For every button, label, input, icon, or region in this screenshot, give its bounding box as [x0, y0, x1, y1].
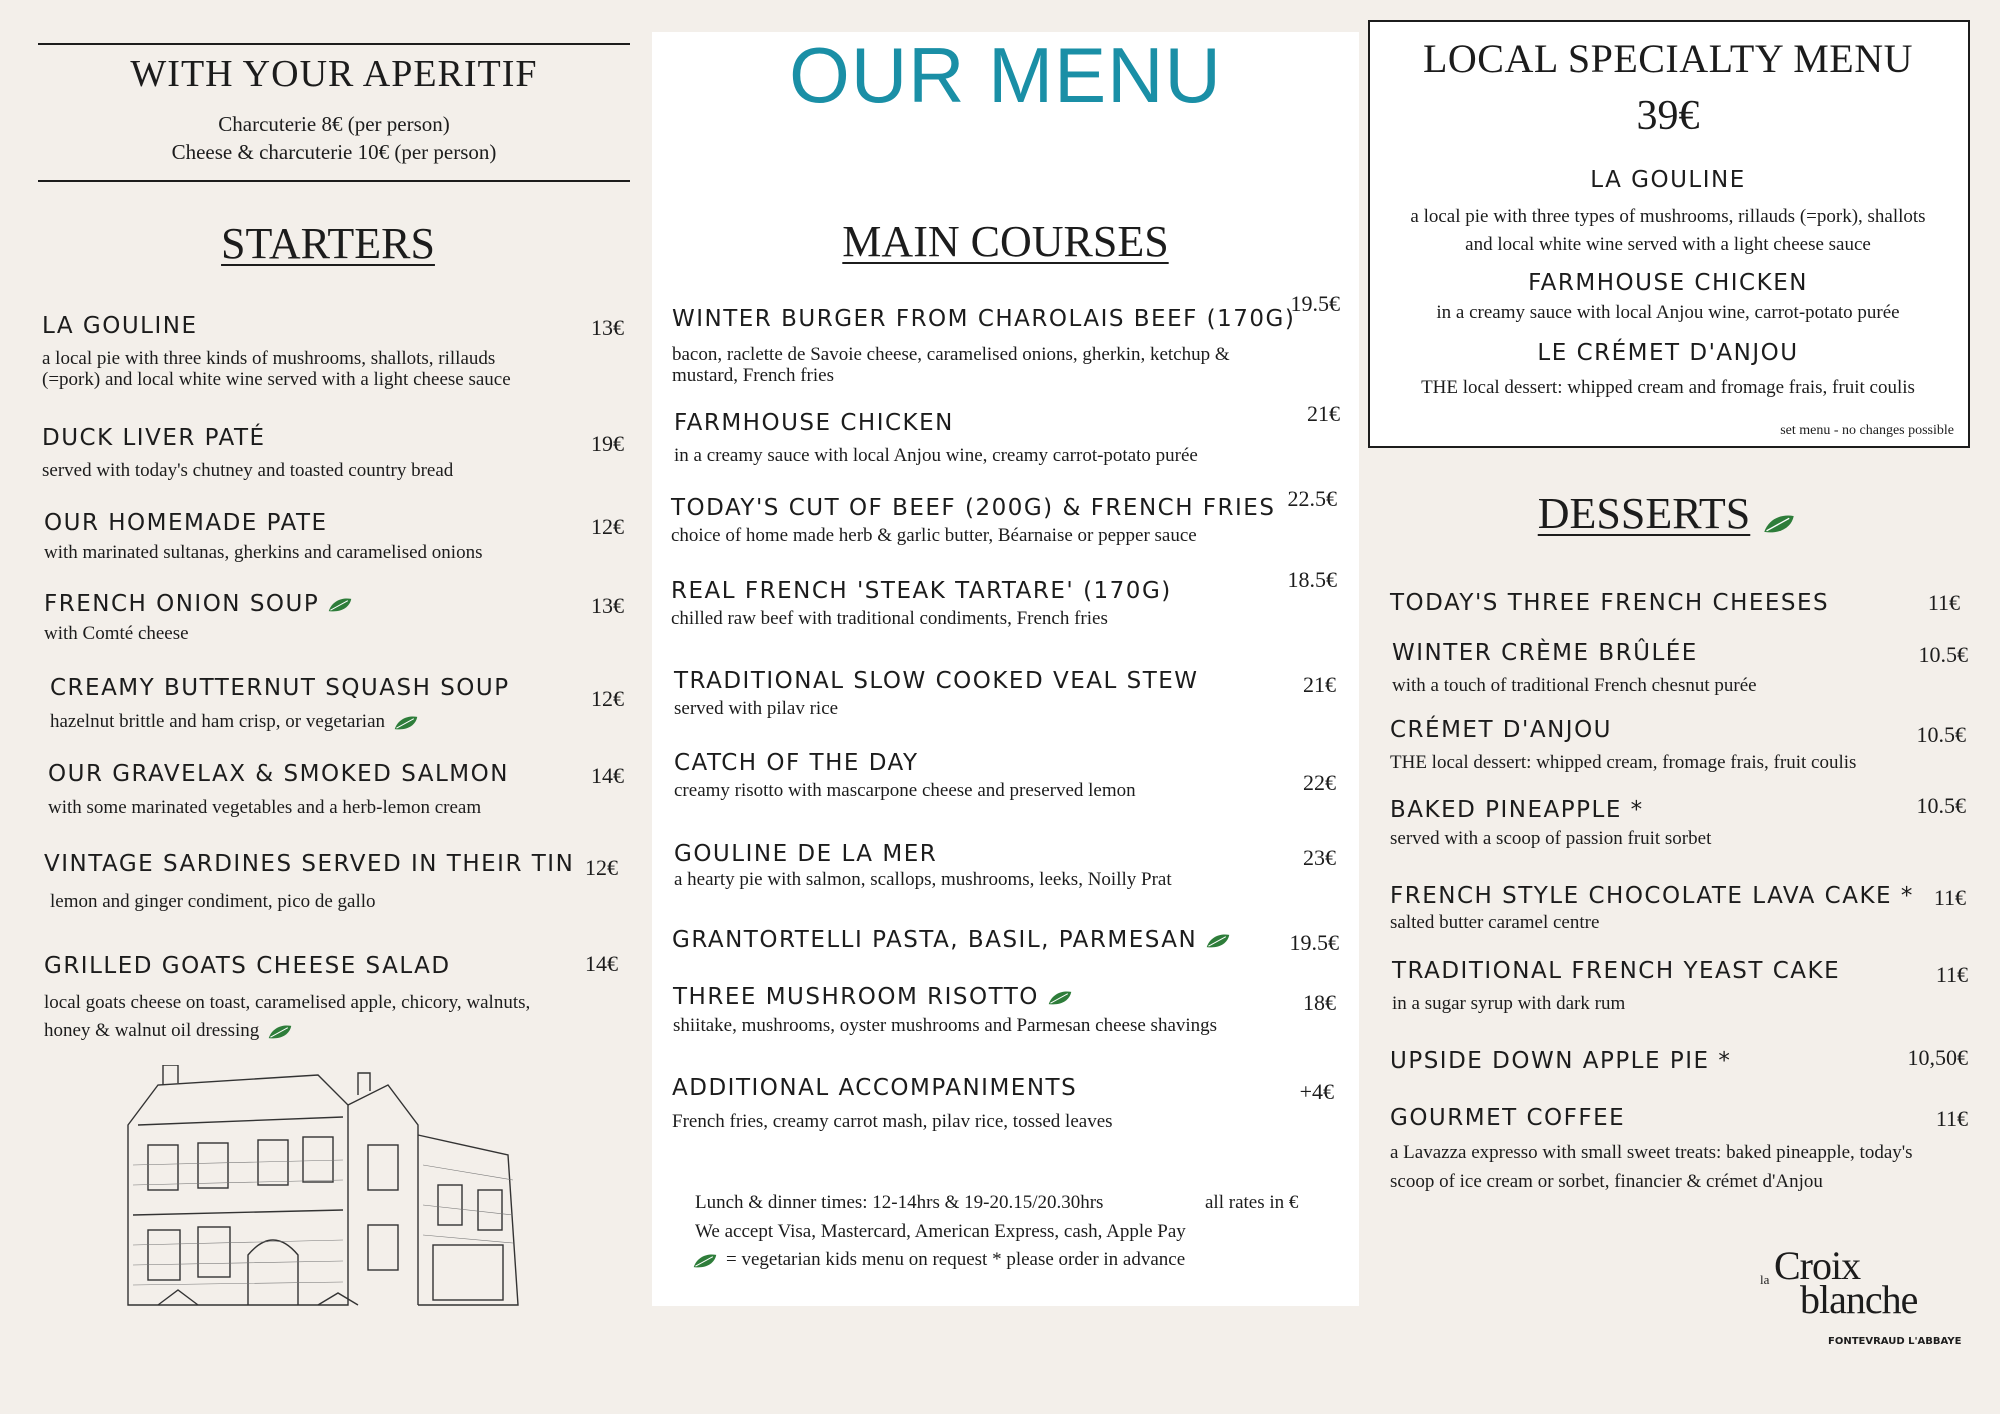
main-item	[672, 306, 1296, 386]
item-name: BAKED PINEAPPLE *	[1390, 797, 1644, 823]
main-item	[674, 841, 1284, 890]
item-desc: French fries, creamy carrot mash, pilav rice, tossed leaves	[672, 1111, 1113, 1132]
item-name-text: GRANTORTELLI PASTA, BASIL, PARMESAN	[672, 927, 1198, 953]
legend-line	[692, 1249, 1185, 1271]
specialty-price: 39€	[1636, 93, 1700, 139]
item-name	[673, 984, 1293, 1010]
item-price: 12€	[591, 686, 624, 711]
item-desc: shiitake, mushrooms, oyster mushrooms and Parmesan cheese shavings	[673, 1015, 1218, 1036]
item-desc	[44, 989, 564, 1045]
aperitif-line: Cheese & charcuterie 10€ (per person)	[171, 140, 497, 164]
dessert-item	[1390, 883, 1914, 933]
item-desc: THE local dessert: whipped cream, fromage frais, fruit coulis	[1390, 752, 1857, 773]
item-price: 18.5€	[1287, 567, 1337, 592]
starter-item	[44, 851, 604, 912]
payment-methods: We accept Visa, Mastercard, American Express, cash, Apple Pay	[695, 1221, 1186, 1242]
item-price: 23€	[1303, 845, 1336, 870]
legend-text: = vegetarian kids menu on request * please order in advance	[726, 1249, 1186, 1270]
leaf-icon	[267, 1024, 293, 1040]
dessert-item	[1390, 1105, 1950, 1196]
leaf-icon	[1205, 933, 1231, 949]
starter-item	[44, 510, 604, 563]
item-name: TRADITIONAL SLOW COOKED VEAL STEW	[674, 668, 1199, 694]
item-price: 11€	[1935, 1106, 1968, 1131]
item-name: TODAY'S THREE FRENCH CHEESES	[1390, 590, 1830, 616]
item-desc: salted butter caramel centre	[1390, 912, 1600, 933]
item-name: WINTER BURGER FROM CHAROLAIS BEEF (170G)	[672, 306, 1296, 332]
item-name	[672, 927, 1282, 953]
item-desc: chilled raw beef with traditional condiments, French fries	[671, 608, 1108, 629]
logo-small: la	[1760, 1272, 1770, 1287]
main-item	[671, 495, 1291, 546]
specialty-title: LOCAL SPECIALTY MENU	[1422, 36, 1914, 81]
item-desc: a hearty pie with salmon, scallops, mushrooms, leeks, Noilly Prat	[674, 869, 1172, 890]
main-item	[674, 750, 1284, 801]
item-desc-text: local goats cheese on toast, caramelised apple, chicory, walnuts, honey & walnut oil dressing	[44, 992, 531, 1041]
main-item	[672, 1075, 1282, 1132]
item-price: 22€	[1303, 770, 1336, 795]
main-item	[674, 410, 1284, 466]
main-item	[674, 668, 1284, 719]
item-name: TODAY'S CUT OF BEEF (200G) & FRENCH FRIES	[671, 495, 1276, 521]
item-name: LA GOULINE	[42, 313, 198, 339]
item-price: 11€	[1933, 885, 1966, 910]
item-name: WINTER CRÈME BRÛLÉE	[1392, 640, 1698, 666]
item-price: 19€	[591, 431, 624, 456]
starter-item	[48, 761, 608, 818]
main-item	[673, 984, 1293, 1036]
leaf-icon	[1047, 990, 1073, 1006]
logo-place: FONTEVRAUD L'ABBAYE	[1828, 1336, 1962, 1347]
item-name: CRÉMET D'ANJOU	[1390, 717, 1613, 743]
opening-times: Lunch & dinner times: 12-14hrs & 19-20.15/20.30hrs	[695, 1192, 1104, 1213]
logo-line2: blanche	[1800, 1277, 1918, 1322]
item-desc: in a creamy sauce with local Anjou wine, creamy carrot-potato purée	[674, 445, 1198, 466]
item-price: 13€	[591, 593, 624, 618]
item-price: 21€	[1303, 672, 1336, 697]
item-name: DUCK LIVER PATÉ	[42, 425, 266, 451]
item-desc: with Comté cheese	[44, 623, 189, 644]
item-name: OUR GRAVELAX & SMOKED SALMON	[48, 761, 509, 787]
dessert-item	[1390, 717, 1870, 773]
building-sketch	[118, 1065, 524, 1315]
starters-title: STARTERS	[221, 219, 435, 268]
item-desc-text: hazelnut brittle and ham crisp, or vegetarian	[50, 711, 386, 732]
leaf-icon	[327, 597, 353, 613]
dessert-item	[1390, 797, 1870, 849]
item-price: 18€	[1303, 990, 1336, 1015]
rates-note: all rates in €	[1205, 1192, 1299, 1213]
item-price: 10.5€	[1916, 793, 1966, 818]
item-name: CREAMY BUTTERNUT SQUASH SOUP	[50, 675, 510, 701]
item-price: +4€	[1299, 1079, 1334, 1104]
item-name: ADDITIONAL ACCOMPANIMENTS	[672, 1075, 1078, 1101]
leaf-icon	[692, 1253, 718, 1269]
item-desc: a local pie with three kinds of mushrooms, shallots, rillauds (=pork) and local white wine served with a light cheese sauce	[42, 348, 511, 390]
item-name: GOURMET COFFEE	[1390, 1105, 1626, 1131]
dessert-item	[1390, 590, 1860, 616]
item-name: TRADITIONAL FRENCH YEAST CAKE	[1392, 958, 1841, 984]
item-name: GOULINE DE LA MER	[674, 841, 938, 867]
item-price: 21€	[1307, 401, 1340, 426]
item-price: 13€	[591, 315, 624, 340]
item-price: 14€	[591, 763, 624, 788]
starter-item	[42, 313, 542, 390]
item-name	[44, 591, 604, 617]
item-desc: with marinated sultanas, gherkins and caramelised onions	[44, 542, 483, 563]
item-name: CATCH OF THE DAY	[674, 750, 919, 776]
item-name: REAL FRENCH 'STEAK TARTARE' (170G)	[671, 578, 1172, 604]
item-price: 14€	[585, 951, 618, 976]
specialty-item-name: LA GOULINE	[1590, 167, 1746, 193]
restaurant-logo	[1760, 1243, 1962, 1358]
starter-item	[44, 953, 564, 1045]
logo-line1: Croix	[1774, 1243, 1861, 1288]
item-price: 12€	[585, 855, 618, 880]
item-price: 10.5€	[1918, 642, 1968, 667]
desserts-title: DESSERTS	[1537, 489, 1751, 538]
item-price: 22.5€	[1287, 486, 1337, 511]
item-desc: bacon, raclette de Savoie cheese, caramelised onions, gherkin, ketchup & mustard, French fries	[672, 344, 1230, 386]
leaf-icon	[393, 715, 419, 731]
specialty-item-desc: a local pie with three types of mushrooms, rillauds (=pork), shallots and local white wine served with a light cheese sauce	[1410, 206, 1926, 255]
specialty-item-desc: THE local dessert: whipped cream and fromage frais, fruit coulis	[1421, 377, 1915, 398]
starter-item	[42, 425, 602, 481]
specialty-item-name: LE CRÉMET D'ANJOU	[1537, 340, 1799, 366]
main-item	[672, 927, 1282, 953]
item-price: 10.5€	[1916, 722, 1966, 747]
item-price: 10,50€	[1907, 1045, 1968, 1070]
item-desc: a Lavazza expresso with small sweet treats: baked pineapple, today's scoop of ice cream or sorbet, financier & crémet d'Anjou	[1390, 1142, 1913, 1192]
item-desc: in a sugar syrup with dark rum	[1392, 993, 1626, 1014]
specialty-item-desc: in a creamy sauce with local Anjou wine, carrot-potato purée	[1436, 302, 1900, 323]
item-desc: served with a scoop of passion fruit sorbet	[1390, 828, 1712, 849]
dessert-item	[1392, 640, 1872, 696]
item-desc: with some marinated vegetables and a herb-lemon cream	[48, 797, 482, 818]
item-name: FARMHOUSE CHICKEN	[674, 410, 954, 436]
dessert-item	[1392, 958, 1872, 1014]
starter-item	[44, 591, 604, 644]
aperitif-title: WITH YOUR APERITIF	[130, 53, 538, 95]
item-name: UPSIDE DOWN APPLE PIE *	[1390, 1048, 1732, 1074]
aperitif-top-rule	[38, 43, 630, 45]
main-item	[671, 578, 1281, 629]
item-name-text: THREE MUSHROOM RISOTTO	[673, 984, 1039, 1010]
aperitif-bottom-rule	[38, 180, 630, 182]
item-price: 11€	[1927, 590, 1960, 615]
item-name: GRILLED GOATS CHEESE SALAD	[44, 953, 451, 979]
desserts-heading	[1368, 488, 1966, 539]
leaf-icon	[1762, 513, 1796, 535]
set-menu-note: set menu - no changes possible	[1780, 423, 1954, 438]
item-name: OUR HOMEMADE PATE	[44, 510, 328, 536]
item-price: 19.5€	[1289, 930, 1339, 955]
aperitif-line: Charcuterie 8€ (per person)	[218, 112, 450, 136]
item-price: 11€	[1935, 962, 1968, 987]
item-desc: choice of home made herb & garlic butter, Béarnaise or pepper sauce	[671, 525, 1197, 546]
item-price: 19.5€	[1290, 291, 1340, 316]
item-name: FRENCH STYLE CHOCOLATE LAVA CAKE *	[1390, 883, 1914, 909]
specialty-item-name: FARMHOUSE CHICKEN	[1528, 270, 1808, 296]
item-desc	[50, 711, 610, 732]
our-menu-title: OUR MENU	[789, 31, 1222, 119]
item-price: 12€	[591, 514, 624, 539]
item-name: VINTAGE SARDINES SERVED IN THEIR TIN	[44, 851, 575, 877]
item-desc: with a touch of traditional French chesnut purée	[1392, 675, 1757, 696]
item-desc: lemon and ginger condiment, pico de gallo	[50, 891, 376, 912]
dessert-item	[1390, 1048, 1870, 1074]
main-courses-title: MAIN COURSES	[842, 217, 1169, 266]
item-desc: creamy risotto with mascarpone cheese and preserved lemon	[674, 780, 1136, 801]
item-desc: served with today's chutney and toasted country bread	[42, 460, 454, 481]
starter-item	[50, 675, 610, 732]
item-name-text: FRENCH ONION SOUP	[44, 591, 320, 617]
item-desc: served with pilav rice	[674, 698, 839, 719]
